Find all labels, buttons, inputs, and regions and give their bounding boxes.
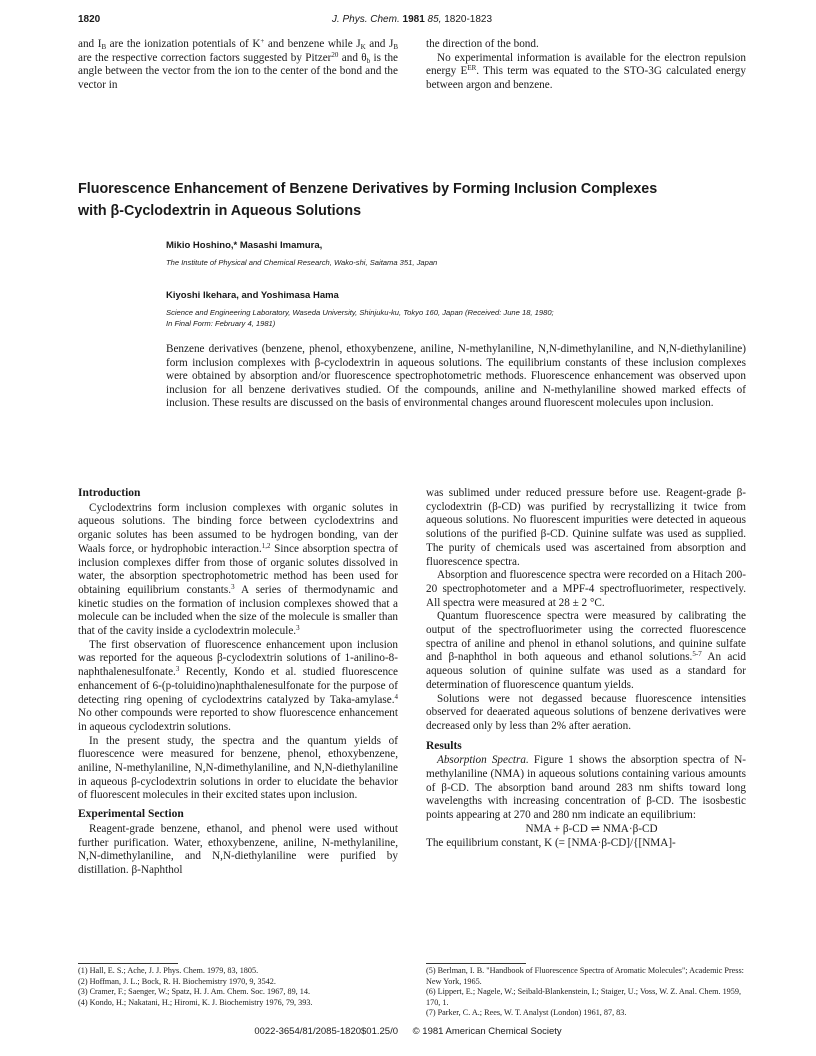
footnote-5: (5) Berlman, I. B. "Handbook of Fluorescence Spectra of Aromatic Molecules"; Academic Press: New York, 1965. <box>426 966 744 986</box>
introduction-heading: Introduction <box>78 487 141 499</box>
footnote-6: (6) Lippert, E.; Nagele, W.; Seibald-Blankenstein, I.; Staiger, U.; Voss, W. Z. Anal. Chem. 1959, 170, 1. <box>426 987 742 1007</box>
running-header <box>78 14 746 30</box>
abstract <box>166 343 746 411</box>
page-footer <box>0 1026 816 1037</box>
article-title-line-1: Fluorescence Enhancement of Benzene Derivatives by Forming Inclusion Complexes <box>78 181 658 197</box>
previous-article-right-text-1: the direction of the bond. <box>426 38 539 50</box>
footnote-7: (7) Parker, C. A.; Rees, W. T. Analyst (London) 1961, 87, 83. <box>426 1008 627 1017</box>
article-code: 0022-3654/81/2085-1820$01.25/0 <box>254 1026 398 1037</box>
author-group-1 <box>166 240 746 268</box>
experimental-paragraph-4: Quantum fluorescence spectra were measured by calibrating the output of the spectrofluorimeter using the corrected fluorescence spectra of aniline and phenol in ethanol solutions, and quinine sulfate and β-naphthol in both aqueous and ethanol solutions.$^{5-7}$ An acid aqueous solution of quinine sulfate was used as a standard for determination of fluorescence quantum yields. <box>426 610 746 691</box>
results-paragraph-1 <box>426 754 746 823</box>
journal-year: 1981 <box>402 14 425 25</box>
journal-volume: 85, <box>427 14 442 25</box>
article-title-line-2: with β-Cyclodextrin in Aqueous Solutions <box>78 203 362 219</box>
previous-article-right <box>426 38 746 93</box>
page-number: 1820 <box>78 14 101 25</box>
introduction-paragraph-3: In the present study, the spectra and the quantum yields of fluorescence were measured for benzene, phenol, ethoxybenzene, aniline, N-methylaniline, N,N-dimethylaniline, and N,N-diethylaniline in aqueous β-cyclodextrin solutions in order to elucidate the behavior of fluorescent molecules in their excited states upon inclusion. <box>78 734 398 802</box>
experimental-paragraph-2: was sublimed under reduced pressure before use. Reagent-grade β-cyclodextrin (β-CD) was purified by recrystallizing it twice from aqueous solutions. No fluorescent impurities were detected in aqueous solutions of the purified β-CD. Quinine sulfate was used as supplied. The purity of chemicals used was ascertained from absorption and fluorescence spectra. <box>426 487 746 568</box>
body-left-column <box>78 484 398 878</box>
article-title <box>78 178 746 222</box>
footnotes-right <box>426 966 746 1019</box>
introduction-paragraph-1: Cyclodextrins form inclusion complexes with organic solutes in aqueous solutions. The binding force between cyclodextrins and organic solutes has been assumed to be hydrogen bonding, van der Waals force, or hydrophobic interaction.$^{1,2}$ Since absorption spectra of inclusion complexes differ from those of organic solutes dissolved in water, the absorption spectrophotometric method has been used for obtaining equilibrium constants.$^3$ A series of thermodynamic and kinetic studies on the formation of inclusion complexes showed that a molecule can be included when the size of the molecule is smaller than that of the cavity inside a cyclodextrin molecule.$^3$ <box>78 501 399 638</box>
footnote-1: (1) Hall, E. S.; Ache, J. J. Phys. Chem. 1979, 83, 1805. <box>78 966 259 975</box>
experimental-paragraph-5: Solutions were not degassed because fluorescence intensities observed for deaerated aqueous solutions of benzene derivatives were decreased only by less than 2% after aeration. <box>426 692 746 732</box>
affiliation-1: The Institute of Physical and Chemical Research, Wako-shi, Saitama 351, Japan <box>166 258 438 267</box>
results-paragraph-1-text: Figure 1 shows the absorption spectra of N-methylaniline (NMA) in aqueous solutions containing various amounts of β-CD. The absorption band around 283 nm shifts toward long wavelengths with increasing concentration of β-CD. The isosbestic points appearing at 270 and 280 nm indicate an equilibrium: <box>426 754 746 822</box>
affiliation-2-line-1: Science and Engineering Laboratory, Waseda University, Shinjuku-ku, Tokyo 160, Japan (Received: June 18, 1980; <box>166 308 554 317</box>
affiliation-2-line-2: In Final Form: February 4, 1981) <box>166 319 276 328</box>
experimental-heading: Experimental Section <box>78 808 184 821</box>
previous-article-left <box>78 38 398 93</box>
body-right-column <box>426 487 746 850</box>
journal-citation <box>78 14 746 25</box>
author-names-2: Kiyoshi Ikehara, and Yoshimasa Hama <box>166 290 339 301</box>
journal-pages: 1820-1823 <box>444 14 493 25</box>
equilibrium-equation: NMA + β-CD ⇌ NMA·β-CD <box>525 822 658 835</box>
introduction-paragraph-2: The first observation of fluorescence enhancement upon inclusion was reported for the aqueous β-cyclodextrin solutions of 1-anilino-8-naphthalenesulfonate.$^3$ Recently, Kondo et al. studied fluorescence enhancement of 6-(p-toluidino)naphthalenesulfonate for the purpose of detecting ring opening of cyclodextrins catalyzed by Taka-amylase.$^4$ No other compounds were reported to show fluorescence enhancement in aqueous cyclodextrin solutions. <box>78 638 398 733</box>
footnote-rule-left <box>78 963 178 964</box>
footnote-rule-right <box>426 963 526 964</box>
footnote-4: (4) Kondo, H.; Nakatani, H.; Hiromi, K. J. Biochemistry 1976, 79, 393. <box>78 997 313 1007</box>
footnotes-left <box>78 966 398 1008</box>
abstract-text: Benzene derivatives (benzene, phenol, ethoxybenzene, aniline, N-methylaniline, N,N-dimethylaniline, and N,N-diethylaniline) form inclusion complexes with β-cyclodextrin in aqueous solutions. The equilibrium constants of these inclusion complexes were obtained by absorption and/or fluorescence spectrophotometric methods. Fluorescence enhancement was observed upon inclusion for all benzene derivatives studied. Of the compounds, aniline and N-methylaniline showed marked effects of inclusion. These results are discussed on the basis of environmental changes around fluorescent molecules upon inclusion. <box>166 343 746 410</box>
experimental-paragraph-1: Reagent-grade benzene, ethanol, and phenol were used without further purification. Water, ethoxybenzene, aniline, N-methylaniline, N,N-dimethylaniline, and N,N-diethylaniline were purified by distillation. β-Naphthol <box>78 822 398 876</box>
experimental-paragraph-3: Absorption and fluorescence spectra were recorded on a Hitach 200-20 spectrophotometer and a MPF-4 spectrofluorimeter, respectively. All spectra were measured at 28 ± 2 °C. <box>426 569 746 609</box>
results-paragraph-2: The equilibrium constant, K (= [NMA·β-CD]/{[NMA]- <box>426 836 676 849</box>
footnote-2: (2) Hoffman, J. L.; Bock, R. H. Biochemistry 1970, 9, 3542. <box>78 976 276 986</box>
results-heading: Results <box>426 739 462 752</box>
journal-name: J. Phys. Chem. <box>331 14 400 25</box>
author-names-1: Mikio Hoshino,* Masashi Imamura, <box>166 240 323 251</box>
previous-article-left-text: and $I_B$ are the ionization potentials of K+ and benzene while $J_K$ and $J_B$ are the respective correction factors suggested by Pitzer$^{20}$ and $\theta_b$ is the angle between the vector from the ion to the center of the bond and the vector in <box>78 37 399 92</box>
previous-article-right-text-2: No experimental information is available for the electron repulsion energy $E^{ER}$. This term was equated to the STO-3G calculated energy between argon and benzene. <box>426 51 746 92</box>
copyright-notice: © 1981 American Chemical Society <box>412 1026 562 1037</box>
footnote-3: (3) Cramer, F.; Saenger, W.; Spatz, H. J. Am. Chem. Soc. 1967, 89, 14. <box>78 987 311 996</box>
author-group-2 <box>166 290 746 329</box>
results-subheading: Absorption Spectra. <box>437 754 529 767</box>
